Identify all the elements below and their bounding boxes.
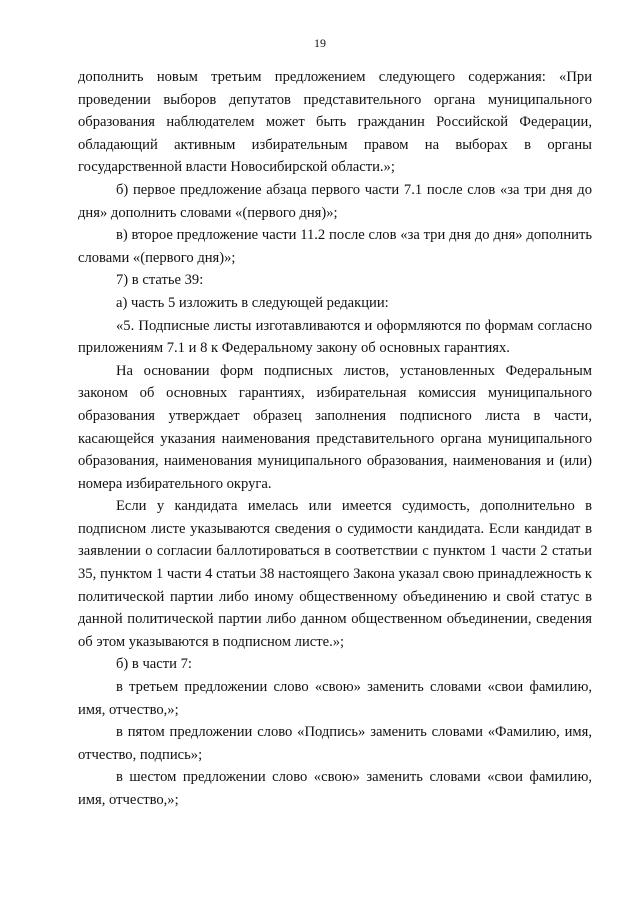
paragraph: дополнить новым третьим предложением следующего содержания: «При проведении выборов депутатов представительного органа муниципального образования наблюдателем может быть гражданин Российской Федерации, обладающий активным избирательным правом на выборах в органы государственной власти Новосибирской области.»; [78,69,592,176]
paragraph: в пятом предложении слово «Подпись» заменить словами «Фамилию, имя, отчество, подпись»; [78,724,592,763]
page-number: 19 [314,36,326,50]
paragraph: б) в части 7: [116,656,192,673]
paragraph: На основании форм подписных листов, установленных Федеральным законом об основных гарантиях, избирательная комиссия муниципального образования утверждает образец заполнения подписного листа в части, касающейся указания наименования представительного органа муниципального образования, наименования муниципального образования, наименования и (или) номера избирательного округа. [78,362,592,492]
paragraph: 7) в статье 39: [116,272,204,289]
document-body [78,66,592,812]
paragraph: б) первое предложение абзаца первого части 7.1 после слов «за три дня до дня» дополнить словами «(первого дня)»; [78,181,592,221]
paragraph: в третьем предложении слово «свою» заменить словами «свои фамилию, имя, отчество,»; [78,679,592,718]
paragraph: Если у кандидата имелась или имеется судимость, дополнительно в подписном листе указываются сведения о судимости кандидата. Если кандидат в заявлении о согласии баллотироваться в соответствии с пунктом 1 части 2 статьи 35, пунктом 1 части 4 статьи 38 настоящего Закона указал свою принадлежность к политической партии либо иному общественному объединению и свой статус в данной политической партии либо данном общественном объединении, сведения об этом указываются в подписном листе.»; [78,498,592,650]
paragraph: а) часть 5 изложить в следующей редакции: [116,294,389,311]
paragraph: в) второе предложение части 11.2 после слов «за три дня до дня» дополнить словами «(первого дня)»; [78,227,592,266]
paragraph: «5. Подписные листы изготавливаются и оформляются по формам согласно приложениям 7.1 и 8 к Федеральному закону об основных гарантиях. [78,317,592,357]
paragraph: в шестом предложении слово «свою» заменить словами «свои фамилию, имя, отчество,»; [78,769,592,808]
